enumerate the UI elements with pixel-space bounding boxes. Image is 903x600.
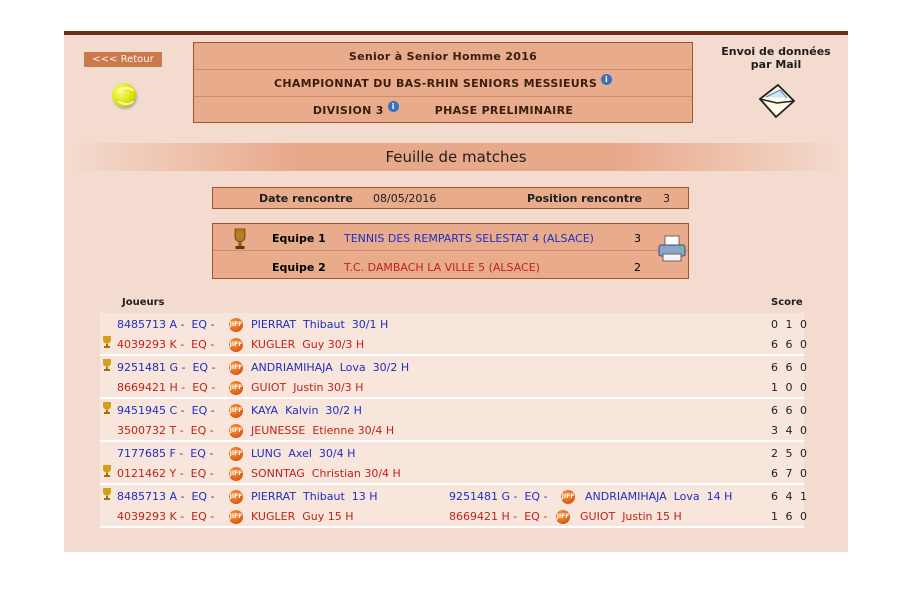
match-row [100,399,809,442]
club-ball-icon: JIFF [229,404,243,418]
set-scores: 3 4 0 [771,424,809,437]
section-title: Feuille de matches [385,148,527,166]
team1-row [213,226,688,251]
set-scores: 6 7 0 [771,467,809,480]
club-ball-icon: JIFF [229,447,243,461]
set-scores: 2 5 0 [771,447,809,460]
back-button[interactable]: <<< Retour [84,52,162,67]
team2-score: 2 [634,261,641,274]
position-value: 3 [663,192,670,205]
date-value: 08/05/2016 [373,192,437,205]
trophy-icon [102,465,112,477]
club-ball-icon: JIFF [229,467,243,481]
club-ball-icon: JIFF [229,424,243,438]
division-row [194,97,692,123]
team1-score: 3 [634,232,641,245]
player-name[interactable]: KUGLER Guy 15 H [251,510,354,523]
player-code: 0121462 Y - EQ - [117,467,214,480]
team1-label: Equipe 1 [272,232,326,245]
player-code: 4039293 K - EQ - [117,510,215,523]
player-code: 7177685 F - EQ - [117,447,214,460]
player-line [100,486,809,506]
club-ball-icon: JIFF [229,490,243,504]
date-label: Date rencontre [259,192,353,205]
player-code: 8485713 A - EQ - [117,490,215,503]
match-row-double [100,485,809,528]
matches-list [100,313,809,528]
trophy-icon [102,402,112,414]
trophy-icon [102,488,112,500]
info-icon[interactable]: i [601,74,612,85]
section-band [64,143,848,171]
teams-box [212,223,689,279]
club-ball-icon: JIFF [561,490,575,504]
set-scores: 0 1 0 [771,318,809,331]
players-header: Joueurs [122,297,165,308]
player-line [100,463,809,483]
player-code: 3500732 T - EQ - [117,424,214,437]
championship-row [194,70,692,97]
club-ball-icon: JIFF [556,510,570,524]
match-row [100,313,809,356]
competition-title: Senior à Senior Homme 2016 [194,43,692,70]
meeting-info [212,187,689,209]
set-scores: 6 6 0 [771,361,809,374]
set-scores: 6 4 1 [771,490,809,503]
player-code: 4039293 K - EQ - [117,338,215,351]
club-ball-icon: JIFF [229,510,243,524]
club-ball-icon: JIFF [229,318,243,332]
printer-icon[interactable] [657,234,687,264]
set-scores: 1 0 0 [771,381,809,394]
club-ball-icon: JIFF [229,338,243,352]
player-line [100,443,809,463]
set-scores: 1 6 0 [771,510,809,523]
mail-envelope-icon[interactable] [756,81,796,121]
mail-label: Envoi de données par Mail [721,45,831,71]
player-name[interactable]: KUGLER Guy 30/3 H [251,338,365,351]
player-name[interactable]: SONNTAG Christian 30/4 H [251,467,401,480]
tennis-ball-icon [112,83,136,107]
partner-name[interactable]: GUIOT Justin 15 H [580,510,682,523]
player-code: 8485713 A - EQ - [117,318,215,331]
championship-name: CHAMPIONNAT DU BAS-RHIN SENIORS MESSIEURS [273,76,598,90]
player-name[interactable]: LUNG Axel 30/4 H [251,447,356,460]
division-name: DIVISION 3 [312,103,384,117]
team2-row [213,255,688,279]
score-header: Score [771,297,803,308]
team2-label: Equipe 2 [272,261,326,274]
player-code: 9251481 G - EQ - [117,361,216,374]
player-code: 8669421 H - EQ - [117,381,216,394]
partner-code: 9251481 G - EQ - [449,490,548,503]
player-name[interactable]: JEUNESSE Etienne 30/4 H [251,424,395,437]
player-name[interactable]: KAYA Kalvin 30/2 H [251,404,362,417]
player-line [100,420,809,440]
player-name[interactable]: GUIOT Justin 30/3 H [251,381,364,394]
player-line [100,506,809,526]
set-scores: 6 6 0 [771,338,809,351]
player-name[interactable]: ANDRIAMIHAJA Lova 30/2 H [251,361,410,374]
competition-header [193,42,693,123]
set-scores: 6 6 0 [771,404,809,417]
club-ball-icon: JIFF [229,381,243,395]
player-name[interactable]: PIERRAT Thibaut 13 H [251,490,378,503]
info-icon[interactable]: i [388,101,399,112]
team2-name[interactable]: T.C. DAMBACH LA VILLE 5 (ALSACE) [344,261,540,274]
player-line [100,357,809,377]
trophy-icon [102,336,112,348]
partner-name[interactable]: ANDRIAMIHAJA Lova 14 H [585,490,733,503]
player-name[interactable]: PIERRAT Thibaut 30/1 H [251,318,389,331]
match-row [100,356,809,399]
player-line [100,314,809,334]
player-code: 9451945 C - EQ - [117,404,215,417]
partner-code: 8669421 H - EQ - [449,510,548,523]
match-row [100,442,809,485]
player-line [100,377,809,397]
club-ball-icon: JIFF [229,361,243,375]
page-frame [64,31,848,552]
player-line [100,400,809,420]
trophy-icon [102,359,112,371]
player-line [100,334,809,354]
team1-name[interactable]: TENNIS DES REMPARTS SELESTAT 4 (ALSACE) [344,232,594,245]
position-label: Position rencontre [527,192,642,205]
phase-name: PHASE PRELIMINAIRE [434,103,574,117]
